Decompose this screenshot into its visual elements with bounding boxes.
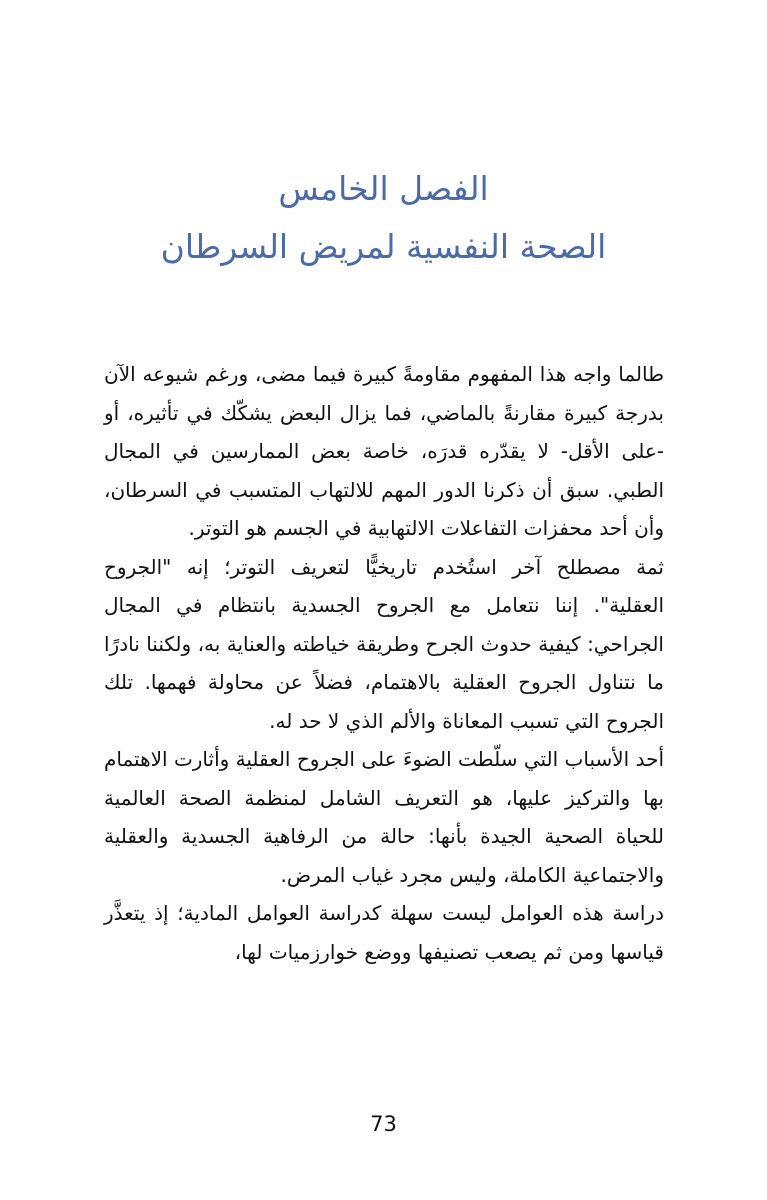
page-number: 73 xyxy=(370,1112,397,1136)
paragraph: ثمة مصطلح آخر استُخدم تاريخيًّا لتعريف التوتر؛ إنه "الجروح العقلية". إننا نتعامل مع الجروح الجسدية بانتظام في المجال الجراحي: كيفية حدوث الجرح وطريقة خياطته والعناية به، ولكننا نادرًا ما نتناول الجروح العقلية بالاهتمام، فضلاً عن محاولة فهمها. تلك الجروح التي تسبب المعاناة والألم الذي لا حد له. xyxy=(104,554,664,733)
paragraph: طالما واجه هذا المفهوم مقاومةً كبيرة فيما مضى، ورغم شيوعه الآن بدرجة كبيرة مقارنةً بالماضي، فما يزال البعض يشكّك في تأثيره، أو -على الأقل- لا يقدّره قدرَه، خاصة بعض الممارسين في المجال الطبي. سبق أن ذكرنا الدور المهم للالتهاب المتسبب في السرطان، وأن أحد محفزات التفاعلات الالتهابية في الجسم هو التوتر. xyxy=(104,362,664,540)
chapter-number-title: الفصل الخامس xyxy=(278,169,489,208)
paragraph: أحد الأسباب التي سلّطت الضوءَ على الجروح العقلية وأثارت الاهتمام بها والتركيز عليها، هو التعريف الشامل لمنظمة الصحة العالمية للحياة الصحية الجيدة بأنها: حالة من الرفاهية الجسدية والعقلية والاجتماعية الكاملة، وليس مجرد غياب المرض. xyxy=(104,747,664,887)
chapter-subtitle: الصحة النفسية لمريض السرطان xyxy=(160,227,607,266)
body-text xyxy=(104,355,664,971)
paragraph: دراسة هذه العوامل ليست سهلة كدراسة العوامل المادية؛ إذ يتعذَّر قياسها ومن ثم يصعب تصنيفها ووضع خوارزميات لها، xyxy=(104,901,664,964)
chapter-heading xyxy=(0,160,767,276)
